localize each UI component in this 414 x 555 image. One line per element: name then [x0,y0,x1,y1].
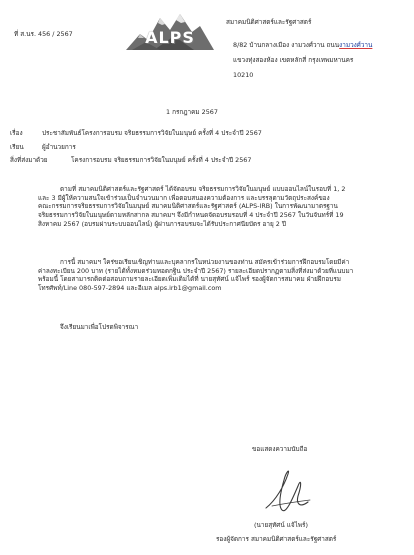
paragraph-line: จริยธรรมการวิจัยในมนุษย์ตามหลักสากล สมาคมฯ จึงมีกำหนดจัดอบรมรอบที่ 4 ประจำปี 2567 ในวันจันทร์ที่ 19 [38,210,344,219]
enclosure-text: โครงการอบรม จริยธรรมการวิจัยในมนุษย์ ครั้งที่ 4 ประจำปี 2567 [71,156,252,164]
reference-number: ที่ ส.นร. 456 / 2567 [14,30,73,38]
sender-postcode: 10210 [233,71,254,79]
sender-org: สมาคมนิติศาสตร์และรัฐศาสตร์ [226,18,312,26]
sender-address-line1 [233,41,372,50]
paragraph-line: คณะกรรมการจริยธรรมการวิจัยในมนุษย์ สมาคมนิติศาสตร์และรัฐศาสตร์ (ALPS-IRB) ในการพัฒนามาตรฐาน [38,202,338,211]
paragraph-line: และ 3 มีผู้ให้ความสนใจเข้าร่วมเป็นจำนวนมาก เพื่อตอบสนองความต้องการ และบรรลุตามวัตถุประสงค์ของ [38,193,330,202]
paragraph-line: ตามที่ สมาคมนิติศาสตร์และรัฐศาสตร์ ได้จัดอบรม จริยธรรมการวิจัยในมนุษย์ แบบออนไลน์ในรอบที่ 1, 2 [60,185,346,193]
paragraph-line: พร้อมนี้ โดยสามารถติดต่อสอบถามรายละเอียดเพิ่มเติมได้ที่ นายสุทัศน์ แจ้ไพร์ รองผู้จัดการสมาคม ฝ่ายฝึกอบรม [38,275,341,284]
subject-label: เรื่อง [10,129,23,137]
body-paragraph-1 [38,185,390,228]
paragraph-line: ค่าลงทะเบียน 200 บาท (รายได้ทั้งหมดร่วมทอดกฐิน ประจำปี 2567) รายละเอียดปรากฏตามสิ่งที่ส่งมาด้วยที่แนบมา [38,266,354,275]
recipient-text: ผู้อำนวยการ [42,143,76,151]
handwritten-signature [258,466,318,516]
sender-address-line2: แขวงทุ่งสองห้อง เขตหลักสี่ กรุงเทพมหานคร [233,56,354,64]
regards: ขอแสดงความนับถือ [252,445,308,453]
closing-request: จึงเรียนมาเพื่อโปรดพิจารณา [60,323,139,331]
logo-wordmark: ALPS [145,28,195,47]
body-paragraph-2 [38,258,390,293]
paragraph-line: โทรศัพท์/Line 080-597-2894 และอีเมล alps.irb1@gmail.com [38,283,222,292]
paragraph-line: การนี้ สมาคมฯ ใคร่ขอเรียนเชิญท่านและบุคลากรในหน่วยงานของท่าน สมัครเข้าร่วมการฝึกอบรมโดยมีค่า [60,258,350,266]
letter-date: 1 กรกฎาคม 2567 [166,108,218,116]
alps-logo [124,10,216,52]
subject-text: ประชาสัมพันธ์โครงการอบรม จริยธรรมการวิจัยในมนุษย์ ครั้งที่ 4 ประจำปี 2567 [42,129,262,137]
enclosure-label: สิ่งที่ส่งมาด้วย [10,156,48,164]
sender-address-street: 8/82 บ้านกลางเมือง งามวงศ์วาน ถนน [233,41,340,49]
sender-address-street-highlight: งามวงศ์วาน [339,41,373,49]
signer-title: รองผู้จัดการ สมาคมนิติศาสตร์และรัฐศาสตร์ [216,535,337,543]
signer-name: (นายสุทัศน์ แจ้ไพร์) [254,521,308,529]
recipient-label: เรียน [10,143,24,151]
paragraph-line: สิงหาคม 2567 (อบรมผ่านระบบออนไลน์) ผู้ผ่านการอบรมจะได้รับประกาศนียบัตร อายุ 2 ปี [38,219,286,228]
